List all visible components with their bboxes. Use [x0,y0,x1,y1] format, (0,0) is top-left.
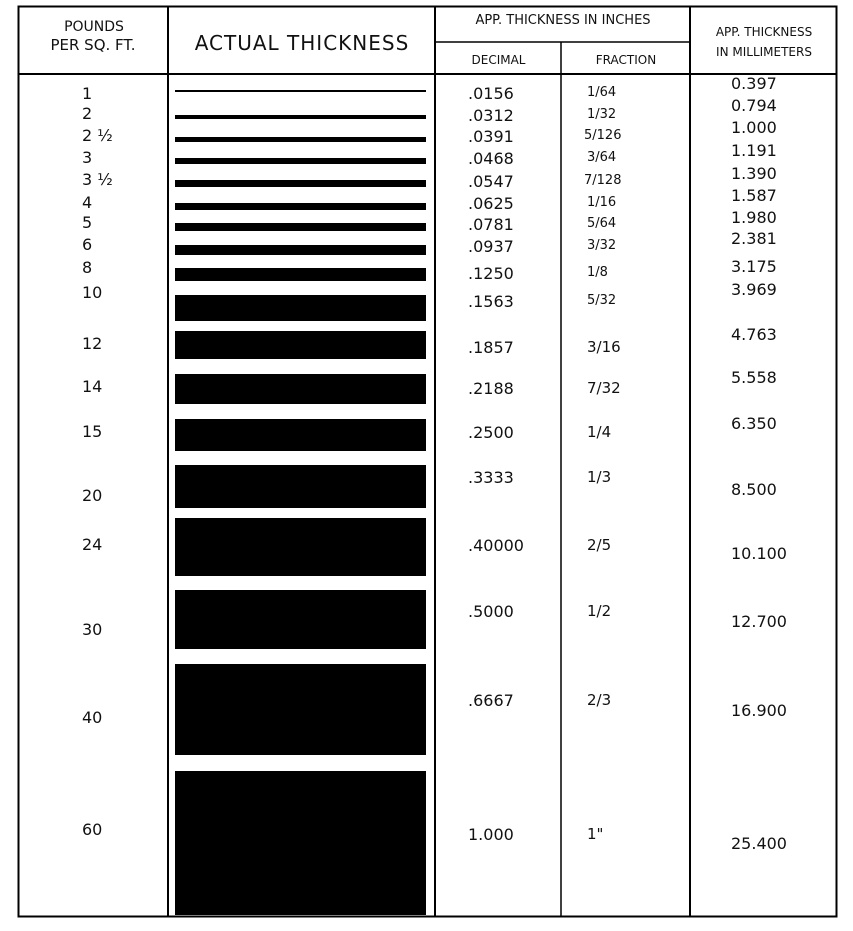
fraction-cell: 1/32 [587,107,617,122]
fraction-cell: 1/4 [587,423,612,441]
mm-cell: 1.000 [731,118,777,137]
thickness-bar [175,115,426,119]
fraction-cell: 5/64 [587,216,617,231]
thickness-bar [175,419,426,451]
decimal-cell: .0781 [468,215,514,234]
thickness-bar [175,90,426,92]
decimal-cell: .5000 [468,602,514,621]
pounds-cell: 20 [82,486,103,505]
mm-cell: 1.191 [731,141,777,160]
decimal-cell: .1250 [468,264,514,283]
inches-header: APP. THICKNESS IN INCHES [475,13,651,28]
mm-cell: 2.381 [731,229,777,248]
thickness-bar [175,331,426,359]
mm-cell: 1.587 [731,186,777,205]
mm-cell: 6.350 [731,414,777,433]
fraction-cell: 1/8 [587,265,608,280]
actual-thickness-header: ACTUAL THICKNESS [194,31,410,55]
pounds-cell: 4 [82,193,93,212]
pounds-header-line1: POUNDS [64,19,124,35]
fraction-cell: 1/3 [587,468,612,486]
thickness-bar [175,518,426,576]
pounds-cell: 5 [82,213,93,232]
thickness-bar [175,203,426,210]
thickness-bar [175,295,426,321]
fraction-cell: 2/5 [587,536,612,554]
decimal-cell: .3333 [468,468,514,487]
fraction-cell: 1/16 [587,195,617,210]
fraction-cell: 1/2 [587,602,612,620]
decimal-cell: .1857 [468,338,514,357]
pounds-cell: 1 [82,84,93,103]
mm-cell: 0.397 [731,74,777,93]
decimal-cell: .0937 [468,237,514,256]
fraction-cell: 1" [587,825,604,843]
decimal-cell: .40000 [468,536,524,555]
pounds-cell: 40 [82,708,103,727]
mm-cell: 12.700 [731,612,787,631]
pounds-cell: 10 [82,283,103,302]
mm-cell: 0.794 [731,96,777,115]
pounds-cell: 15 [82,422,103,441]
mm-cell: 25.400 [731,834,787,853]
pounds-cell: 14 [82,377,103,396]
decimal-cell: .0468 [468,149,514,168]
decimal-cell: .2500 [468,423,514,442]
fraction-header: FRACTION [595,53,657,67]
decimal-cell: .0625 [468,194,514,213]
mm-header-line2: IN MILLIMETERS [716,45,812,59]
pounds-cell: 3 ½ [82,170,113,189]
pounds-cell: 3 [82,148,93,167]
pounds-cell: 24 [82,535,103,554]
pounds-cell: 2 ½ [82,126,113,145]
mm-header-line1: APP. THICKNESS [715,25,813,39]
decimal-cell: .0391 [468,127,514,146]
thickness-bar [175,590,426,649]
pounds-cell: 60 [82,820,103,839]
mm-cell: 10.100 [731,544,787,563]
fraction-cell: 7/128 [584,173,622,188]
fraction-cell: 7/32 [587,379,621,397]
pounds-cell: 8 [82,258,93,277]
decimal-cell: .0547 [468,172,514,191]
fraction-cell: 2/3 [587,691,612,709]
thickness-bar [175,771,426,915]
pounds-cell: 30 [82,620,103,639]
mm-cell: 8.500 [731,480,777,499]
mm-cell: 3.969 [731,280,777,299]
thickness-bar [175,268,426,281]
decimal-cell: .6667 [468,691,514,710]
mm-cell: 1.980 [731,208,777,227]
mm-cell: 16.900 [731,701,787,720]
decimal-cell: .0312 [468,106,514,125]
fraction-cell: 3/64 [587,150,617,165]
thickness-bar [175,245,426,255]
fraction-cell: 3/16 [587,338,621,356]
mm-cell: 4.763 [731,325,777,344]
thickness-bar [175,158,426,164]
mm-cell: 5.558 [731,368,777,387]
fraction-cell: 3/32 [587,238,617,253]
thickness-bar [175,180,426,187]
pounds-cell: 12 [82,334,103,353]
thickness-bar [175,664,426,755]
decimal-cell: 1.000 [468,825,514,844]
fraction-cell: 5/126 [584,128,622,143]
thickness-bar [175,223,426,231]
mm-cell: 1.390 [731,164,777,183]
decimal-header: DECIMAL [471,53,526,67]
decimal-cell: .2188 [468,379,514,398]
pounds-cell: 2 [82,104,93,123]
thickness-bar [175,374,426,404]
fraction-cell: 5/32 [587,293,617,308]
thickness-bar [175,465,426,508]
mm-cell: 3.175 [731,257,777,276]
pounds-header-line2: PER SQ. FT. [50,36,136,54]
fraction-cell: 1/64 [587,85,617,100]
thickness-bar [175,137,426,142]
decimal-cell: .1563 [468,292,514,311]
decimal-cell: .0156 [468,84,514,103]
pounds-cell: 6 [82,235,93,254]
